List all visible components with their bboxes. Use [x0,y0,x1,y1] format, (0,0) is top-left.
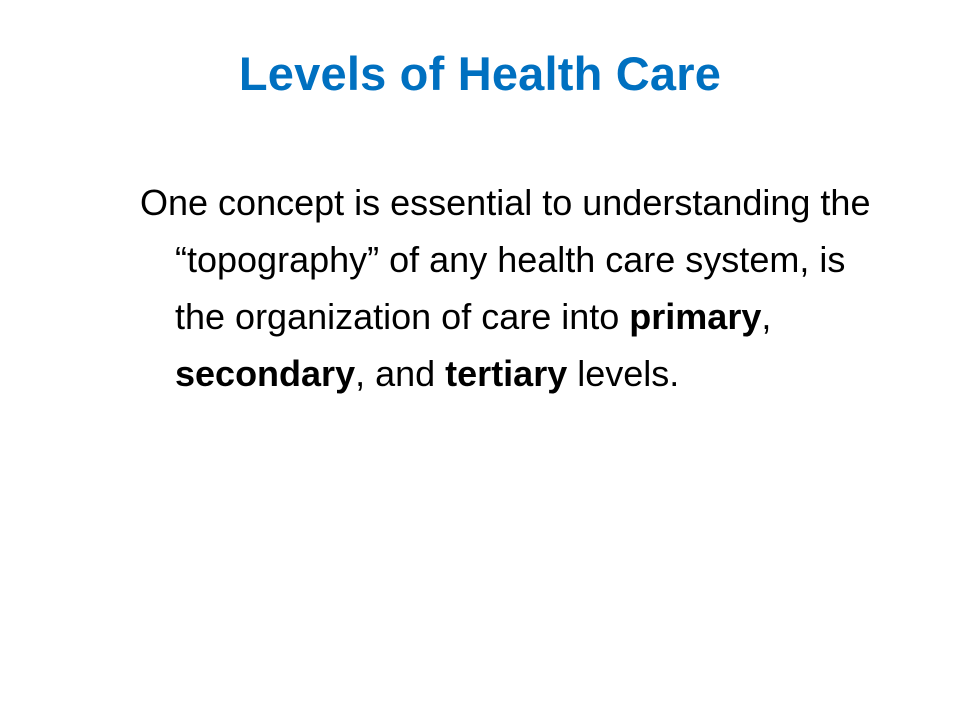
term-tertiary: tertiary [445,353,568,394]
paragraph-text: One concept is essential to understanding the “topography” of any health care system, is the organization of care into [140,182,871,337]
separator-text: , and [355,353,446,394]
term-secondary: secondary [175,353,356,394]
slide-title: Levels of Health Care [238,47,722,100]
separator-text: , [761,296,772,337]
term-primary: primary [629,296,762,337]
slide-body-paragraph [140,174,880,402]
paragraph-end-text: levels. [567,353,680,394]
